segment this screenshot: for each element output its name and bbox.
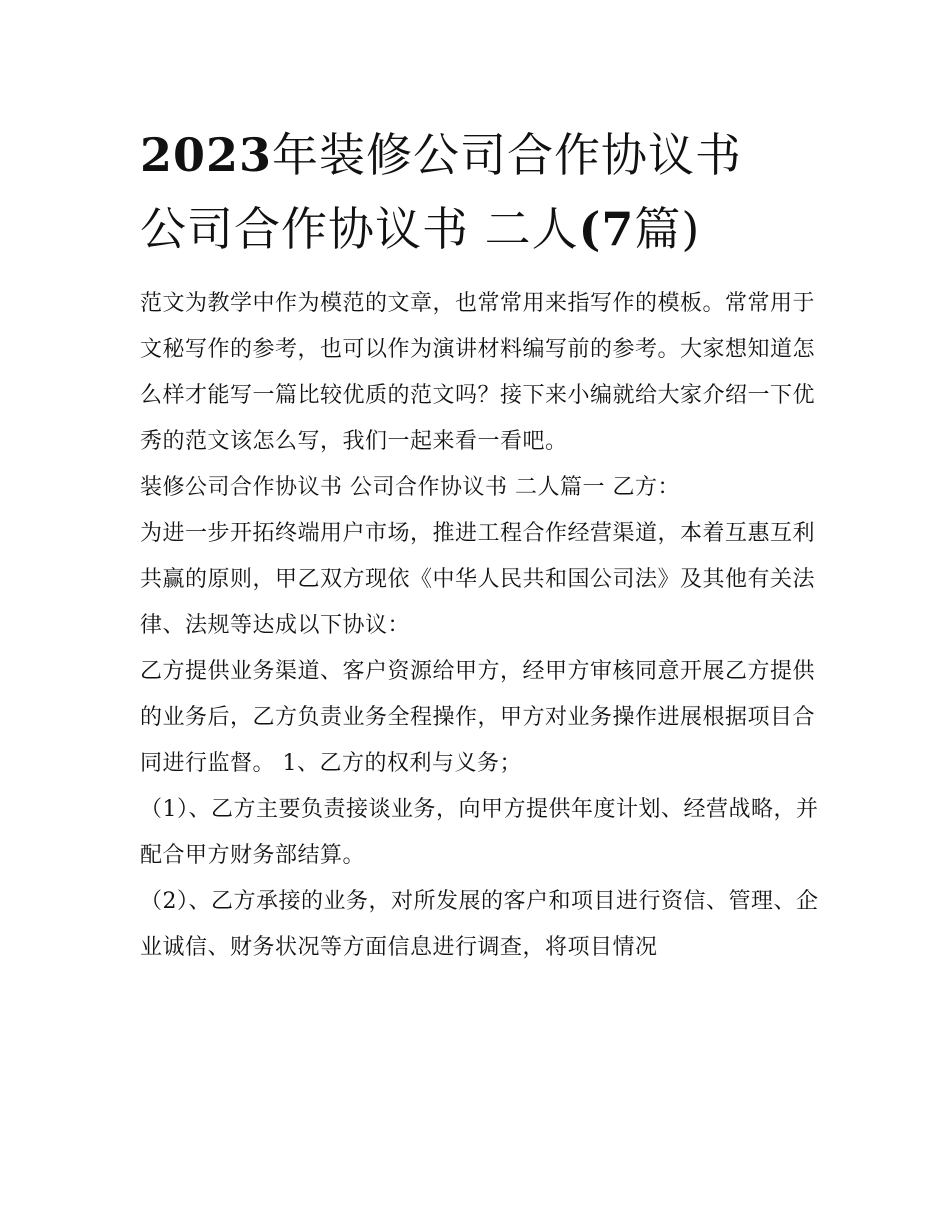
paragraph-scope: 乙方提供业务渠道、客户资源给甲方，经甲方审核同意开展乙方提供的业务后，乙方负责业务全程操作，甲方对业务操作进展根据项目合同进行监督。 1、乙方的权利与义务； [140, 659, 816, 776]
paragraph-intro: 范文为教学中作为模范的文章，也常常用来指写作的模板。常常用于文秘写作的参考，也可以作为演讲材料编写前的参考。大家想知道怎么样才能写一篇比较优质的范文吗？接下来小编就给大家介绍一下优秀的范文该怎么写，我们一起来看一看吧。 [140, 291, 816, 454]
paragraph-clause-1: （1）、乙方主要负责接谈业务，向甲方提供年度计划、经营战略，并配合甲方财务部结算。 [140, 797, 819, 868]
title-line-2-suffix: 篇) [634, 202, 701, 256]
paragraph-heading: 装修公司合作协议书 公司合作协议书 二人篇一 乙方： [140, 475, 680, 500]
title-line-1 [140, 118, 820, 192]
document-body [140, 281, 820, 971]
title-count: (7 [578, 202, 635, 256]
document-title [140, 118, 820, 266]
document-page [140, 118, 820, 971]
title-year: 2023 [140, 128, 273, 182]
title-line-2 [140, 192, 820, 266]
paragraph-purpose: 为进一步开拓终端用户市场，推进工程合作经营渠道，本着互惠互利共赢的原则，甲乙双方现依《中华人民共和国公司法》及其他有关法律、法规等达成以下协议： [140, 521, 816, 638]
title-line-2-text: 公司合作协议书 二人 [140, 202, 579, 256]
paragraph-clause-2: （2）、乙方承接的业务，对所发展的客户和项目进行资信、管理、企业诚信、财务状况等方面信息进行调查，将项目情况 [140, 889, 819, 960]
title-line-1-text: 年装修公司合作协议书 [272, 128, 743, 182]
